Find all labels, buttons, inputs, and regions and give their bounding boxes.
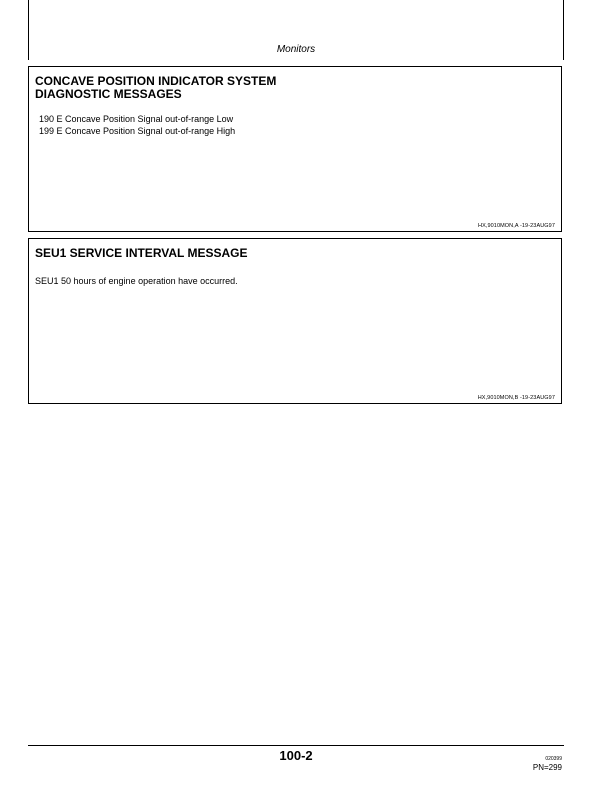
message-list (35, 275, 238, 287)
section-reference-code: HX,9010MON,A -19-23AUG97 (478, 223, 555, 229)
diagnostic-message: 199 E Concave Position Signal out-of-range High (39, 126, 236, 136)
section-title (35, 75, 276, 101)
section-title (35, 247, 248, 260)
diagnostic-message: 190 E Concave Position Signal out-of-range Low (39, 114, 234, 124)
footer-rule (28, 745, 564, 746)
service-interval-section (28, 238, 562, 404)
message-list (39, 113, 235, 137)
page-number: 100-2 (279, 748, 313, 763)
section-title-line: DIAGNOSTIC MESSAGES (35, 87, 182, 101)
concave-diagnostic-section (28, 66, 562, 232)
pn-label: PN=299 (532, 763, 562, 772)
print-date-code: 020399 (545, 756, 562, 762)
section-reference-code: HX,9010MON,B -19-23AUG97 (477, 395, 555, 401)
running-header: Monitors (276, 44, 316, 55)
service-message: SEU1 50 hours of engine operation have occurred. (35, 276, 238, 286)
section-title-line: CONCAVE POSITION INDICATOR SYSTEM (35, 74, 277, 88)
section-title-line: SEU1 SERVICE INTERVAL MESSAGE (35, 246, 248, 260)
